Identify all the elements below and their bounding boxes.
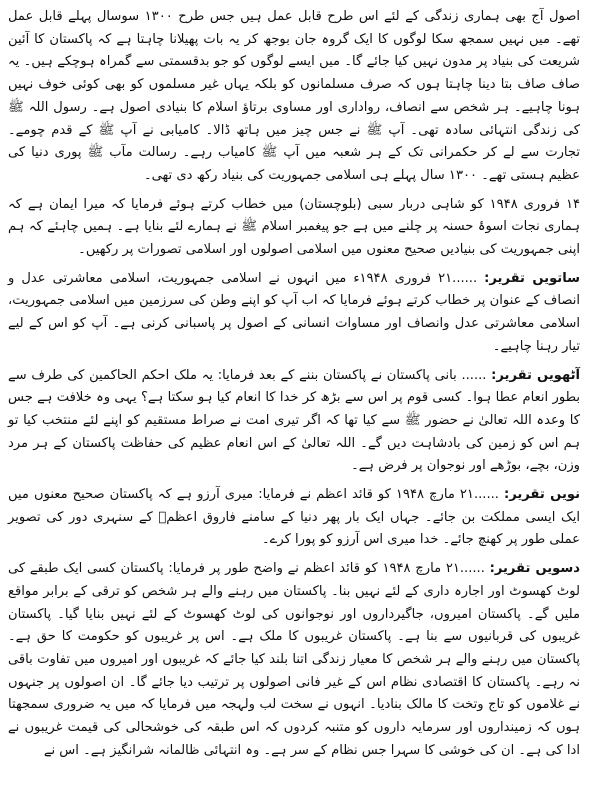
paragraph-3-lead: ساتویں تقریر: bbox=[484, 270, 581, 286]
paragraph-6 bbox=[8, 558, 580, 762]
paragraph-1 bbox=[8, 6, 580, 188]
paragraph-5-lead: نویں تقریر: bbox=[503, 487, 581, 503]
paragraph-4-text: ...... بانی پاکستان نے پاکستان بننے کے بعد فرمایا: یہ ملک احکم الحاکمین کی طرف سے بطور انعام عطا ہوا۔ کسی قوم پر اس سے بڑھ کر خدا کا انعام کیا ہو سکتا ہے؟ یہی وہ خلافت ہے جس کا وعدہ اللہ تعالیٰ نے حضور ﷺ سے کیا تھا کہ اگر تیری امت نے صراط مستقیم کو اپنے لئے منتخب کیا تو ہم اس کو زمین کی بادشاہت دیں گے۔ اللہ تعالیٰ کے اس انعام عظیم کی حفاظت پاکستان کے ہر مرد وزن، بچے، بوڑھے اور نوجوان پر فرض ہے۔ bbox=[8, 367, 580, 474]
paragraph-1-text: اصول آج بھی ہماری زندگی کے لئے اس طرح قابل عمل ہیں جس طرح ۱۳۰۰ سوسال پہلے قابل عمل تھے۔ میں نہیں سمجھ سکا لوگوں کا ایک گروہ جان بوجھ کر یہ بات پھیلانا چاہتا ہے کہ پاکستان کا آئین شریعت کی بنیاد پر مدون نہیں کیا جائے گا۔ میں ایسے لوگوں کو جو بدقسمتی سے گمراہ ہوچکے ہیں۔ یہ صاف صاف بتا دینا چاہتا ہوں کہ صرف مسلمانوں کو بلکہ یہاں غیر مسلموں کو بھی کوئی خوف نہیں ہونا چاہیے۔ ہر شخص سے انصاف، رواداری اور مساوی برتاؤ اسلام کا بنیادی اصول ہے۔ رسول اللہ ﷺ کی زندگی انتہائی سادہ تھی۔ آپ ﷺ نے جس چیز میں ہاتھ ڈالا۔ کامیابی نے آپ ﷺ کے قدم چومے۔ تجارت سے لے کر حکمرانی تک کے ہر شعبہ میں آپ ﷺ کامیاب رہے۔ رسالت مآب ﷺ پوری دنیا کی عظیم ہستی تھے۔ ۱۳۰۰ سال پہلے ہی اسلامی جمہوریت کی بنیاد رکھ دی تھی۔ bbox=[8, 9, 580, 183]
paragraph-5 bbox=[8, 484, 580, 552]
paragraph-6-lead: دسویں تقریر: bbox=[489, 561, 580, 577]
paragraph-3-text: ......۲۱ فروری ۱۹۴۸ء میں انہوں نے اسلامی جمہوریت، اسلامی معاشرتی عدل و انصاف کے عنوان پر خطاب کرتے ہوئے فرمایا کہ اب آپ کو اپنے وطن کی سرزمین میں اسلامی جمہوریت، اسلامی معاشرتی عدل وانصاف اور مساوات انسانی کے اصول پر پاسبانی کرنی ہے۔ آپ کو اس کے لیے تیار رہنا چاہیے۔ bbox=[8, 270, 580, 354]
paragraph-2 bbox=[8, 194, 580, 262]
paragraph-3 bbox=[8, 268, 580, 359]
paragraph-5-text: ......۲۱ مارچ ۱۹۴۸ کو قائد اعظم نے فرمایا: میری آرزو ہے کہ پاکستان صحیح معنوں میں ایک ایسی مملکت بن جائے۔ جہاں ایک بار پھر دنیا کے سامنے فاروق اعظمؓ کے سنہری دور کی تصویر عملی طور پر کھنچ جائے۔ خدا میری اس آرزو کو پورا کرے۔ bbox=[8, 487, 580, 548]
paragraph-4 bbox=[8, 365, 580, 479]
paragraph-4-lead: آٹھویں تقریر: bbox=[491, 367, 580, 383]
paragraph-6-text: ......۲۱ مارچ ۱۹۴۸ کو قائد اعظم نے واضح طور پر فرمایا: پاکستان کسی ایک طبقے کی لوٹ کھسوٹ اور اجارہ داری کے لئے نہیں بنا۔ پاکستان میں رہنے والے ہر شخص کو ترقی کے برابر مواقع ملیں گے۔ پاکستان امیروں، جاگیرداروں اور نوجوانوں کی لوٹ کھسوٹ کے لئے نہیں بنایا گیا۔ پاکستان غریبوں کی قربانیوں سے بنا ہے۔ پاکستان غریبوں کا ملک ہے۔ اس پر غریبوں کو حکومت کا حق ہے۔ پاکستان میں رہنے والے ہر شخص کا معیار زندگی اتنا بلند کیا جائے کہ غریبوں اور امیروں میں تفاوت باقی نہ رہے۔ پاکستان کا اقتصادی نظام اس کے غیر فانی اصولوں پر ترتیب دیا جائے گا۔ ان اصولوں پر جنہوں نے غلاموں کو تاج وتخت کا مالک بنادیا۔ انہوں نے سخت لب ولہجہ میں فرمایا کہ میں یہ ضروری سمجھتا ہوں کہ زمینداروں اور سرمایہ داروں کو متنبہ کردوں کہ اس طبقہ کی خوشحالی کی قیمت غریبوں نے ادا کی ہے۔ ان کی خوشی کا سہرا جس نظام کے سر ہے۔ وہ انتہائی ظالمانہ شرانگیز ہے۔ اس نے bbox=[8, 561, 580, 758]
paragraph-2-text: ۱۴ فروری ۱۹۴۸ کو شاہی دربار سبی (بلوچستان) میں خطاب کرتے ہوئے فرمایا کہ میرا ایمان ہے کہ ہماری نجات اسوۂ حسنہ پر چلنے میں ہے جو پیغمبر اسلام ﷺ نے ہمارے لئے بنایا ہے۔ ہمیں چاہئے کہ ہم اپنی جمہوریت کی بنیادیں صحیح معنوں میں اسلامی اصولوں اور اسلامی تصورات پر رکھیں۔ bbox=[8, 196, 581, 258]
